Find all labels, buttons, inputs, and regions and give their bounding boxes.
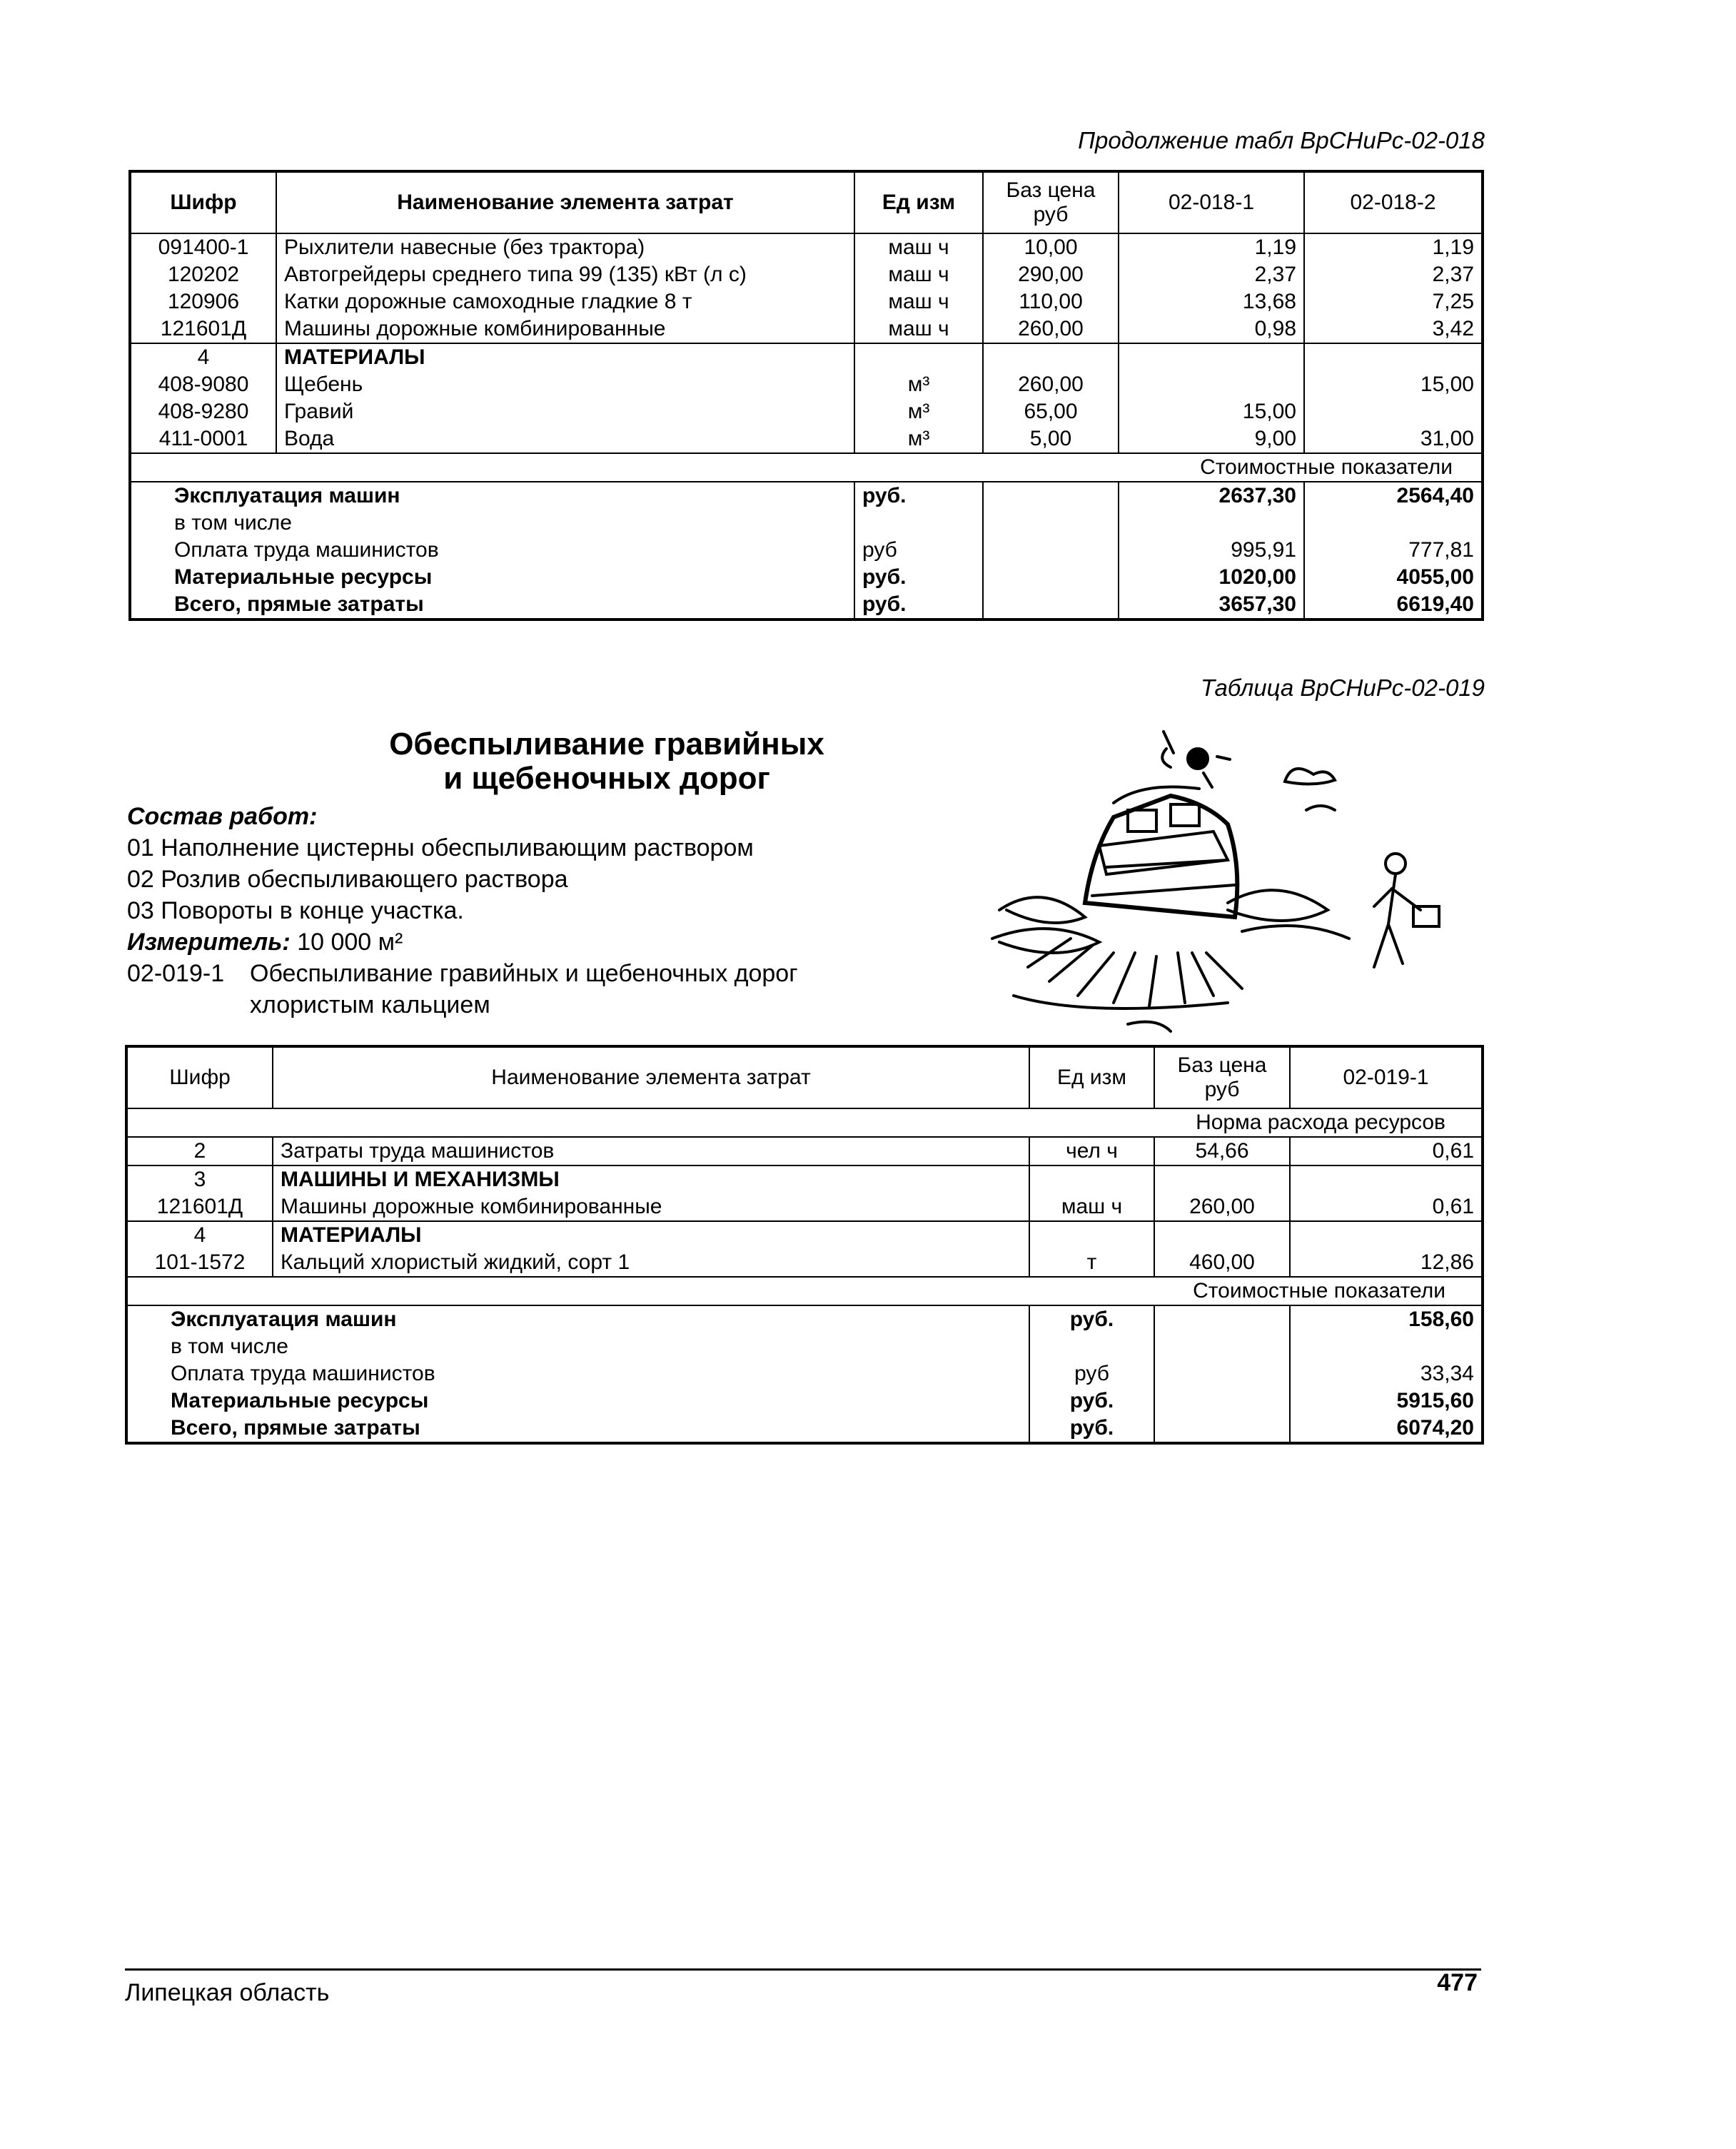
summary-row: [130, 564, 1483, 591]
section-title-line2: и щебеночных дорог: [443, 761, 770, 796]
summary-row: [130, 510, 1483, 537]
cell-value-1: 1,19: [1119, 233, 1304, 261]
cell-unit: [1029, 1165, 1154, 1193]
summary-label: в том числе: [126, 1333, 1029, 1360]
cell-value-2: 15,00: [1304, 371, 1483, 398]
work-item-2: 02 Розлив обеспыливающего раствора: [127, 866, 568, 893]
summary-empty: [1154, 1387, 1290, 1415]
header-unit: Ед изм: [854, 171, 983, 233]
cell-code: 4: [126, 1221, 273, 1249]
summary-label: Материальные ресурсы: [130, 564, 854, 591]
header-name: Наименование элемента затрат: [273, 1046, 1029, 1108]
summary-row: [126, 1387, 1483, 1415]
table-row: [130, 398, 1483, 425]
cell-price: 65,00: [983, 398, 1119, 425]
cell-value-1: 13,68: [1119, 288, 1304, 315]
cell-value-2: 1,19: [1304, 233, 1483, 261]
cell-code: 3: [126, 1165, 273, 1193]
header-price: Баз цена руб: [983, 171, 1119, 233]
cell-price: [983, 343, 1119, 371]
sostav-label: Состав работ:: [127, 803, 318, 830]
table-header-row: [130, 171, 1483, 233]
section-title-line1: Обеспыливание гравийных: [389, 727, 824, 762]
cell-value-2: 2,37: [1304, 261, 1483, 288]
table-row: [130, 343, 1483, 371]
header-code: Шифр: [130, 171, 276, 233]
cell-name: Кальций хлористый жидкий, сорт 1: [273, 1249, 1029, 1277]
summary-empty: [983, 591, 1119, 620]
measure-label: Измеритель:: [127, 929, 291, 956]
header-col1: 02-019-1: [1290, 1046, 1483, 1108]
summary-label: в том числе: [130, 510, 854, 537]
band-row: [130, 453, 1483, 482]
summary-value-2: 4055,00: [1304, 564, 1483, 591]
table-row: [130, 315, 1483, 343]
measure-value: 10 000 м²: [297, 929, 403, 956]
cell-name: МАШИНЫ И МЕХАНИЗМЫ: [273, 1165, 1029, 1193]
cell-price: 260,00: [983, 371, 1119, 398]
summary-unit: [854, 510, 983, 537]
table-row: [130, 288, 1483, 315]
summary-value-2: 777,81: [1304, 537, 1483, 564]
summary-row: [126, 1333, 1483, 1360]
cell-name: Затраты труда машинистов: [273, 1137, 1029, 1165]
cell-value-1: 12,86: [1290, 1249, 1483, 1277]
page-number: 477: [1437, 1969, 1478, 1996]
cell-value-2: [1304, 343, 1483, 371]
summary-unit: руб.: [1029, 1305, 1154, 1333]
cell-unit: [854, 343, 983, 371]
summary-label: Всего, прямые затраты: [130, 591, 854, 620]
summary-unit: руб.: [1029, 1387, 1154, 1415]
cell-code: 4: [130, 343, 276, 371]
summary-value-1: [1119, 510, 1304, 537]
summary-label: Оплата труда машинистов: [130, 537, 854, 564]
cell-code: 120906: [130, 288, 276, 315]
cell-value-1: [1290, 1221, 1483, 1249]
table-row: [126, 1221, 1483, 1249]
summary-empty: [1154, 1360, 1290, 1387]
cell-unit: маш ч: [854, 288, 983, 315]
summary-row: [130, 482, 1483, 510]
header-unit: Ед изм: [1029, 1046, 1154, 1108]
cell-price: 54,66: [1154, 1137, 1290, 1165]
summary-label: Оплата труда машинистов: [126, 1360, 1029, 1387]
summary-empty: [983, 537, 1119, 564]
cell-unit: м³: [854, 371, 983, 398]
table2-caption: Таблица ВрСНиРс-02-019: [1201, 674, 1485, 701]
cell-code: 120202: [130, 261, 276, 288]
cell-unit: маш ч: [854, 315, 983, 343]
cell-price: 10,00: [983, 233, 1119, 261]
cell-code: 2: [126, 1137, 273, 1165]
cell-name: Машины дорожные комбинированные: [276, 315, 854, 343]
cell-name: Рыхлители навесные (без трактора): [276, 233, 854, 261]
cell-value-1: 15,00: [1119, 398, 1304, 425]
cell-value-1: 0,61: [1290, 1193, 1483, 1221]
summary-value-2: 2564,40: [1304, 482, 1483, 510]
cell-name: Гравий: [276, 398, 854, 425]
band-label: Стоимостные показатели: [130, 453, 1483, 482]
summary-label: Эксплуатация машин: [126, 1305, 1029, 1333]
header-col1: 02-018-1: [1119, 171, 1304, 233]
summary-unit: руб: [854, 537, 983, 564]
cell-code: 091400-1: [130, 233, 276, 261]
header-price: Баз цена руб: [1154, 1046, 1290, 1108]
cell-price: 260,00: [1154, 1193, 1290, 1221]
summary-value-1: 33,34: [1290, 1360, 1483, 1387]
cell-price: [1154, 1165, 1290, 1193]
cell-unit: м³: [854, 398, 983, 425]
summary-label: Всего, прямые затраты: [126, 1415, 1029, 1443]
cell-value-1: 9,00: [1119, 425, 1304, 453]
summary-unit: руб.: [854, 564, 983, 591]
summary-value-1: 995,91: [1119, 537, 1304, 564]
cell-name: Автогрейдеры среднего типа 99 (135) кВт (л с): [276, 261, 854, 288]
summary-empty: [1154, 1415, 1290, 1443]
cell-code: 101-1572: [126, 1249, 273, 1277]
cell-value-2: 3,42: [1304, 315, 1483, 343]
summary-row: [126, 1305, 1483, 1333]
work-item-3: 03 Повороты в конце участка.: [127, 897, 464, 924]
summary-unit: руб.: [1029, 1415, 1154, 1443]
cell-price: 260,00: [983, 315, 1119, 343]
table1-caption: Продолжение табл ВрСНиРс-02-018: [1078, 127, 1485, 153]
item-code: 02-019-1: [127, 960, 225, 987]
cell-value-2: 31,00: [1304, 425, 1483, 453]
cell-name: Щебень: [276, 371, 854, 398]
cell-name: Машины дорожные комбинированные: [273, 1193, 1029, 1221]
cell-unit: маш ч: [854, 233, 983, 261]
cell-price: 110,00: [983, 288, 1119, 315]
cell-unit: маш ч: [1029, 1193, 1154, 1221]
cell-code: 408-9080: [130, 371, 276, 398]
summary-value-1: 158,60: [1290, 1305, 1483, 1333]
cell-value-2: [1304, 398, 1483, 425]
cell-name: Катки дорожные самоходные гладкие 8 т: [276, 288, 854, 315]
band-row: [126, 1108, 1483, 1137]
summary-row: [130, 537, 1483, 564]
table-row: [126, 1137, 1483, 1165]
cell-value-1: 2,37: [1119, 261, 1304, 288]
summary-empty: [983, 564, 1119, 591]
table-row: [130, 371, 1483, 398]
table-row: [130, 233, 1483, 261]
cell-value-1: 0,98: [1119, 315, 1304, 343]
cell-name: МАТЕРИАЛЫ: [273, 1221, 1029, 1249]
cell-price: 460,00: [1154, 1249, 1290, 1277]
cell-name: Вода: [276, 425, 854, 453]
summary-value-1: 3657,30: [1119, 591, 1304, 620]
cell-code: 121601Д: [126, 1193, 273, 1221]
cell-unit: маш ч: [854, 261, 983, 288]
summary-value-1: 5915,60: [1290, 1387, 1483, 1415]
measure-line: [127, 926, 403, 958]
band-label: Норма расхода ресурсов: [126, 1108, 1483, 1137]
work-item-1: 01 Наполнение цистерны обеспыливающим раствором: [127, 834, 754, 861]
summary-empty: [1154, 1333, 1290, 1360]
band-row: [126, 1277, 1483, 1305]
table-header-row: [126, 1046, 1483, 1108]
cell-value-1: 0,61: [1290, 1137, 1483, 1165]
table-row: [126, 1165, 1483, 1193]
summary-value-1: 6074,20: [1290, 1415, 1483, 1443]
summary-value-2: 6619,40: [1304, 591, 1483, 620]
table-row: [130, 261, 1483, 288]
dust-truck-illustration: [985, 724, 1456, 1038]
cell-unit: чел ч: [1029, 1137, 1154, 1165]
cell-value-2: 7,25: [1304, 288, 1483, 315]
cell-value-1: [1119, 343, 1304, 371]
table-02-018: [128, 170, 1484, 621]
summary-row: [130, 591, 1483, 620]
cell-code: 408-9280: [130, 398, 276, 425]
table-row: [130, 425, 1483, 453]
summary-unit: руб.: [854, 591, 983, 620]
cell-price: 5,00: [983, 425, 1119, 453]
summary-unit: [1029, 1333, 1154, 1360]
table-row: [126, 1193, 1483, 1221]
cell-unit: м³: [854, 425, 983, 453]
cell-name: МАТЕРИАЛЫ: [276, 343, 854, 371]
summary-empty: [983, 482, 1119, 510]
footer-region: Липецкая область: [125, 1979, 330, 2006]
item-text-2: хлористым кальцием: [250, 991, 490, 1018]
footer-rule: [125, 1968, 1481, 1971]
band-label: Стоимостные показатели: [126, 1277, 1483, 1305]
cell-value-1: [1119, 371, 1304, 398]
summary-label: Эксплуатация машин: [130, 482, 854, 510]
summary-label: Материальные ресурсы: [126, 1387, 1029, 1415]
cell-price: 290,00: [983, 261, 1119, 288]
cell-price: [1154, 1221, 1290, 1249]
summary-unit: руб.: [854, 482, 983, 510]
table-row: [126, 1249, 1483, 1277]
header-code: Шифр: [126, 1046, 273, 1108]
cell-code: 411-0001: [130, 425, 276, 453]
summary-value-1: [1290, 1333, 1483, 1360]
summary-row: [126, 1415, 1483, 1443]
summary-row: [126, 1360, 1483, 1387]
cell-unit: т: [1029, 1249, 1154, 1277]
cell-value-1: [1290, 1165, 1483, 1193]
summary-value-1: 2637,30: [1119, 482, 1304, 510]
summary-empty: [983, 510, 1119, 537]
item-text-1: Обеспыливание гравийных и щебеночных дорог: [250, 960, 798, 987]
summary-empty: [1154, 1305, 1290, 1333]
header-col2: 02-018-2: [1304, 171, 1483, 233]
cell-unit: [1029, 1221, 1154, 1249]
summary-unit: руб: [1029, 1360, 1154, 1387]
cell-code: 121601Д: [130, 315, 276, 343]
table-02-019: [125, 1045, 1484, 1445]
summary-value-2: [1304, 510, 1483, 537]
header-name: Наименование элемента затрат: [276, 171, 854, 233]
summary-value-1: 1020,00: [1119, 564, 1304, 591]
